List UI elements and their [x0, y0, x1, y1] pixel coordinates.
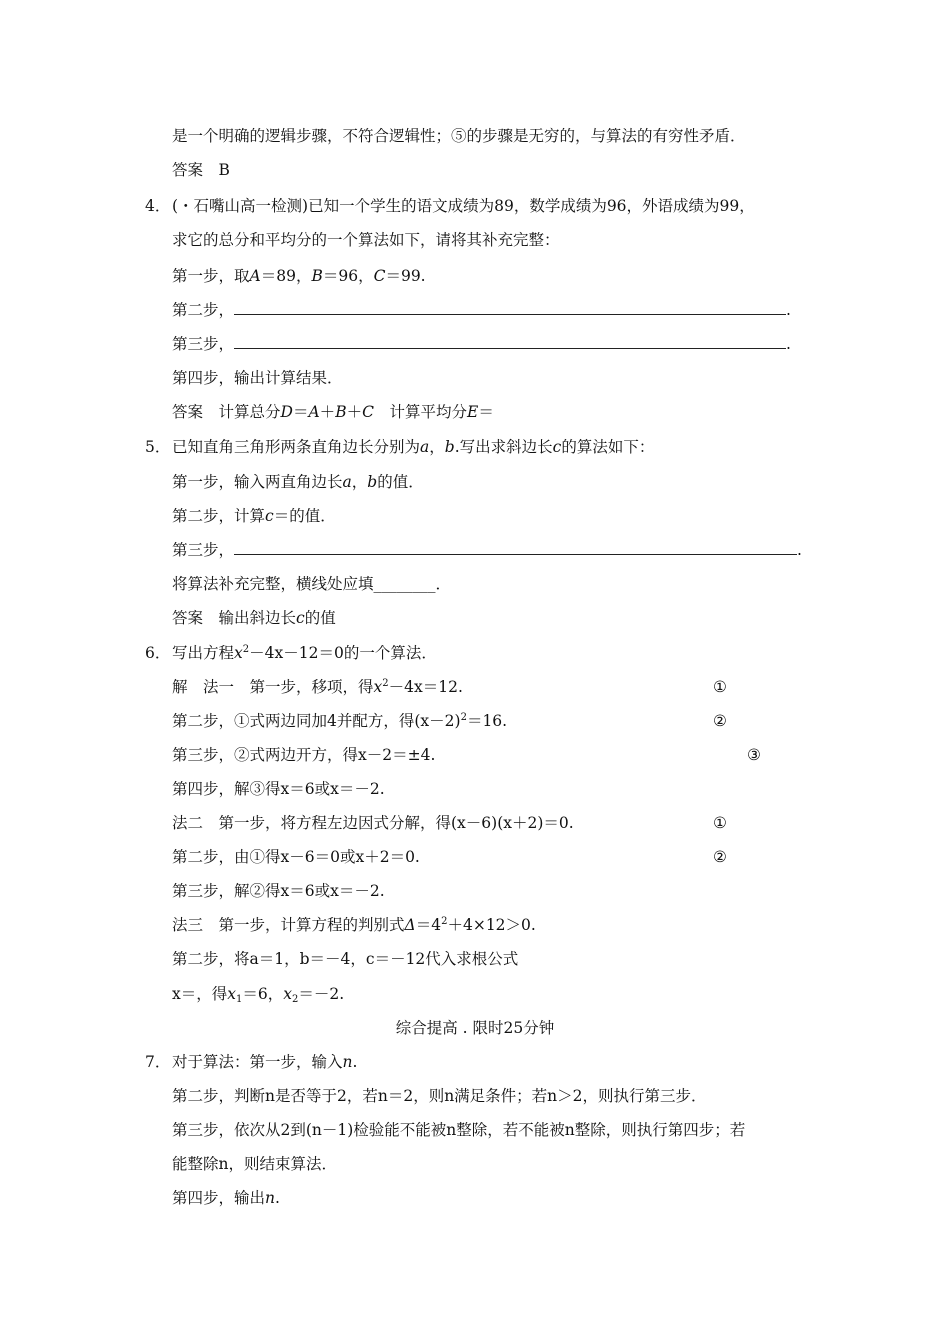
- q4-step3-blank[interactable]: [234, 334, 786, 349]
- q4-line2: 求它的总分和平均分的一个算法如下，请将其补充完整：: [172, 231, 560, 249]
- eq-label-1: ①: [713, 678, 727, 696]
- q7-line1: 对于算法：第一步，输入n.: [172, 1053, 358, 1071]
- q6-number: 6．: [145, 644, 171, 662]
- q4-step3: 第三步， .: [172, 335, 791, 353]
- eq-label-2: ②: [713, 712, 727, 730]
- q4-step2-blank[interactable]: [234, 300, 786, 315]
- q6-method2-step1: 法二 第一步，将方程左边因式分解，得(x－6)(x＋2)＝0.: [172, 814, 574, 832]
- q6-method2-step3: 第三步，解②得x＝6或x＝－2.: [172, 882, 385, 900]
- q5-step3: 第三步， .: [172, 541, 802, 559]
- q6-method3-step3: x＝，得$x_1=6$，$x_2=-2$.: [172, 985, 345, 1005]
- q4-line1: (・石嘴山高一检测)已知一个学生的语文成绩为89，数学成绩为96，外语成绩为99，: [172, 197, 755, 215]
- q4-step1: 第一步，取A＝89，B＝96，C＝99.: [172, 267, 426, 285]
- q5-fill-prompt: 将算法补充完整，横线处应填________．: [172, 575, 452, 593]
- q4-number: 4．: [145, 197, 171, 215]
- q7-line5: 第四步，输出n.: [172, 1189, 280, 1207]
- q7-number: 7．: [145, 1053, 171, 1071]
- q3-answer: 答案 B: [172, 161, 230, 179]
- q4-answer: 答案 计算总分D＝A＋B＋C 计算平均分E＝: [172, 403, 494, 421]
- q4-step4: 第四步，输出计算结果．: [172, 369, 343, 387]
- q7-line2: 第二步，判断n是否等于2，若n＝2，则n满足条件；若n＞2，则执行第三步．: [172, 1087, 707, 1105]
- q5-number: 5．: [145, 438, 171, 456]
- q6-method3-step1: 法三 第一步，计算方程的判别式$\Delta=4^2+4\times 12>0$.: [172, 916, 536, 934]
- q6-method2-step2: 第二步，由①得x－6＝0或x＋2＝0.: [172, 848, 420, 866]
- eq-label-3: ③: [747, 746, 761, 764]
- q7-line4: 能整除n，则结束算法．: [172, 1155, 337, 1173]
- q5-answer: 答案 输出斜边长c的值: [172, 609, 336, 627]
- q6-method1-step1: 解 法一 第一步，移项，得$x^2-4x=12$.: [172, 678, 463, 696]
- q7-line3: 第三步，依次从2到(n－1)检验能不能被n整除，若不能被n整除，则执行第四步；若: [172, 1121, 746, 1139]
- q4-step2: 第二步， .: [172, 301, 791, 319]
- q6-method1-step4: 第四步，解③得x＝6或x＝－2.: [172, 780, 385, 798]
- section-heading: 综合提高 . 限时25分钟: [395, 1019, 555, 1037]
- q5-step2: 第二步，计算c＝的值．: [172, 507, 336, 525]
- q3-explanation-tail: 是一个明确的逻辑步骤，不符合逻辑性；⑤的步骤是无穷的，与算法的有穷性矛盾．: [172, 127, 746, 145]
- q6-method3-step2: 第二步，将a＝1，b＝－4，c＝－12代入求根公式: [172, 950, 519, 968]
- eq-label-2b: ②: [713, 848, 727, 866]
- q6-method1-step3: 第三步，②式两边开方，得x－2＝±4.: [172, 746, 436, 764]
- eq-label-1b: ①: [713, 814, 727, 832]
- q5-step3-blank[interactable]: [234, 540, 797, 555]
- q6-title: 写出方程$x^2-4x-12=0$的一个算法．: [172, 644, 437, 662]
- q5-step1: 第一步，输入两直角边长a，b的值．: [172, 473, 424, 491]
- q6-method1-step2: 第二步，①式两边同加4并配方，得$(x-2)^2=16$.: [172, 712, 508, 730]
- q5-line1: 已知直角三角形两条直角边长分别为a，b.写出求斜边长c的算法如下：: [172, 438, 655, 456]
